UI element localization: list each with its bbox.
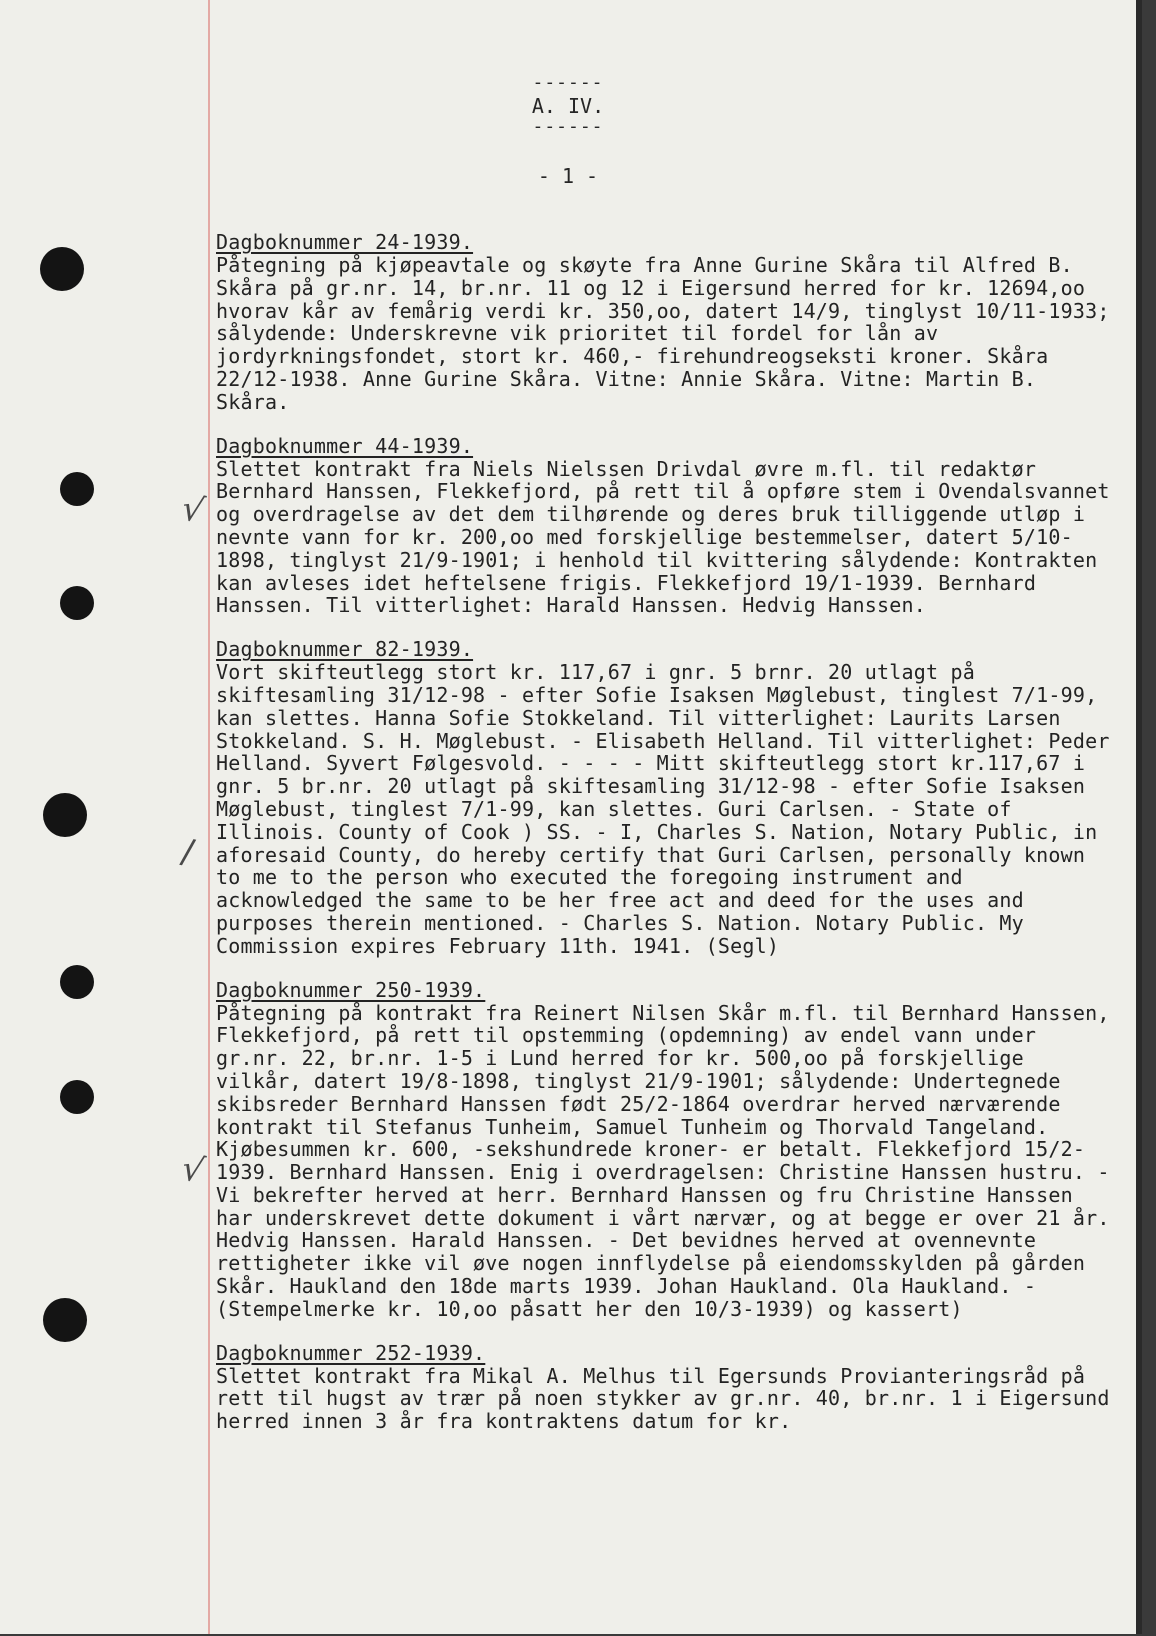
entry — [216, 230, 1116, 414]
page-number: - 1 - — [537, 164, 599, 188]
punch-hole — [60, 1080, 94, 1114]
punch-hole — [43, 793, 87, 837]
punch-hole — [43, 1298, 87, 1342]
entry-title: Dagboknummer 24-1939. — [216, 230, 474, 254]
tick-mark-icon: / — [177, 831, 198, 873]
punch-hole — [60, 965, 94, 999]
entry-list — [216, 230, 1116, 1453]
entry-title: Dagboknummer 252-1939. — [216, 1340, 486, 1365]
entry — [216, 637, 1116, 957]
punch-hole — [60, 586, 94, 620]
entry-text: Vort skifteutlegg stort kr. 117,67 i gnr. 5 brnr. 20 utlagt på skiftesamling 31/12-98 - efter Sofie Isaksen Møglebust, tinglest 7/1-99, kan slettes. Hanna Sofie Stokkeland. Til vitterlighet: Laurits Larsen Stokkeland. S. H. Møglebust. - Elisabeth Helland. Til vitterlighet: Peder Helland. Syvert Følgesvold. - - - - Mitt skifteutlegg stort kr.117,67 i gnr. 5 br.nr. 20 utlagt på skiftesamling 31/12-98 - efter Sofie Isaksen Møglebust, tinglest 7/1-99, kan slettes. Guri Carlsen. - State of Illinois. County of Cook ) SS. - I, Charles S. Nation, Notary Public, in aforesaid County, do hereby certify that Guri Carlsen, personally known to me to the person who executed the foregoing instrument and acknowledged the same to be her free act and deed for the uses and purposes therein mentioned. - Charles S. Nation. Notary Public. My Commission expires February 11th. 1941. (Segl) — [216, 660, 1110, 958]
header-rule-bottom: ------ — [532, 116, 604, 137]
entry-text: Påtegning på kontrakt fra Reinert Nilsen Skår m.fl. til Bernhard Hanssen, Flekkefjord, på rett til opstemming (opdemning) av endel vann under gr.nr. 22, br.nr. 1-5 i Lund herred for kr. 500,oo på forskjellige vilkår, datert 19/8-1898, tinglyst 21/9-1901; sålydende: Undertegnede skibsreder Bernhard Hanssen født 25/2-1864 overdrar herved nærværende kontrakt til Stefanus Tunheim, Samuel Tunheim og Thorvald Tangeland. Kjøbesummen kr. 600, -sekshundrede kroner- er betalt. Flekkefjord 15/2-1939. Bernhard Hanssen. Enig i overdragelsen: Christine Hanssen hustru. - Vi bekrefter herved at herr. Bernhard Hanssen og fru Christine Hanssen har underskrevet dette dokument i vårt nærvær, og at begge er over 21 år. Hedvig Hanssen. Harald Hanssen. - Det bevidnes herved at ovennevnte rettigheter ikke vil øve nogen innflydelse på eiendomsskylden på gården Skår. Haukland den 18de marts 1939. Johan Haukland. Ola Haukland. -(Stempelmerke kr. 10,oo påsatt her den 10/3-1939) og kassert) — [216, 1000, 1110, 1321]
entry-text: Slettet kontrakt fra Mikal A. Melhus til Egersunds Provianteringsråd på rett til hugst av trær på noen stykker av gr.nr. 40, br.nr. 1 i Eigersund herred innen 3 år fra kontraktens datum for kr. — [216, 1363, 1110, 1434]
tick-mark-icon: √ — [178, 488, 208, 532]
entry-title: Dagboknummer 250-1939. — [216, 977, 486, 1002]
margin-rule — [208, 0, 210, 1634]
entry — [216, 434, 1116, 618]
punch-hole — [40, 247, 84, 291]
entry — [216, 1341, 1116, 1433]
punch-hole — [60, 472, 94, 506]
entry-text: Påtegning på kjøpeavtale og skøyte fra Anne Gurine Skåra til Alfred B. Skåra på gr.nr. 14, br.nr. 11 og 12 i Eigersund herred for kr. 12694,oo hvorav kår av femårig verdi kr. 350,oo, datert 14/9, tinglyst 10/11-1933; sålydende: Underskrevne vik prioritet til fordel for lån av jordyrkningsfondet, stort kr. 460,- firehundreogseksti kroner. Skåra 22/12-1938. Anne Gurine Skåra. Vitne: Annie Skåra. Vitne: Martin B. Skåra. — [216, 253, 1110, 414]
entry — [216, 978, 1116, 1321]
header-rule-top: ------ — [532, 72, 604, 93]
entry-text: Slettet kontrakt fra Niels Nielssen Drivdal øvre m.fl. til redaktør Bernhard Hanssen, Flekkefjord, på rett til å opføre stem i Ovendalsvannet og overdragelse av det dem tilhørende og deres bruk tilliggende utløp i nevnte vann for kr. 200,oo med forskjellige bestemmelser, datert 5/10-1898, tinglyst 21/9-1901; i henhold til kvittering sålydende: Kontrakten kan avleses idet heftelsene frigis. Flekkefjord 19/1-1939. Bernhard Hanssen. Til vitterlighet: Harald Hanssen. Hedvig Hanssen. — [216, 456, 1110, 618]
tick-mark-icon: √ — [178, 1148, 208, 1192]
entry-title: Dagboknummer 44-1939. — [216, 433, 474, 458]
volume-label: A. IV. — [531, 94, 605, 118]
entry-title: Dagboknummer 82-1939. — [216, 637, 474, 662]
